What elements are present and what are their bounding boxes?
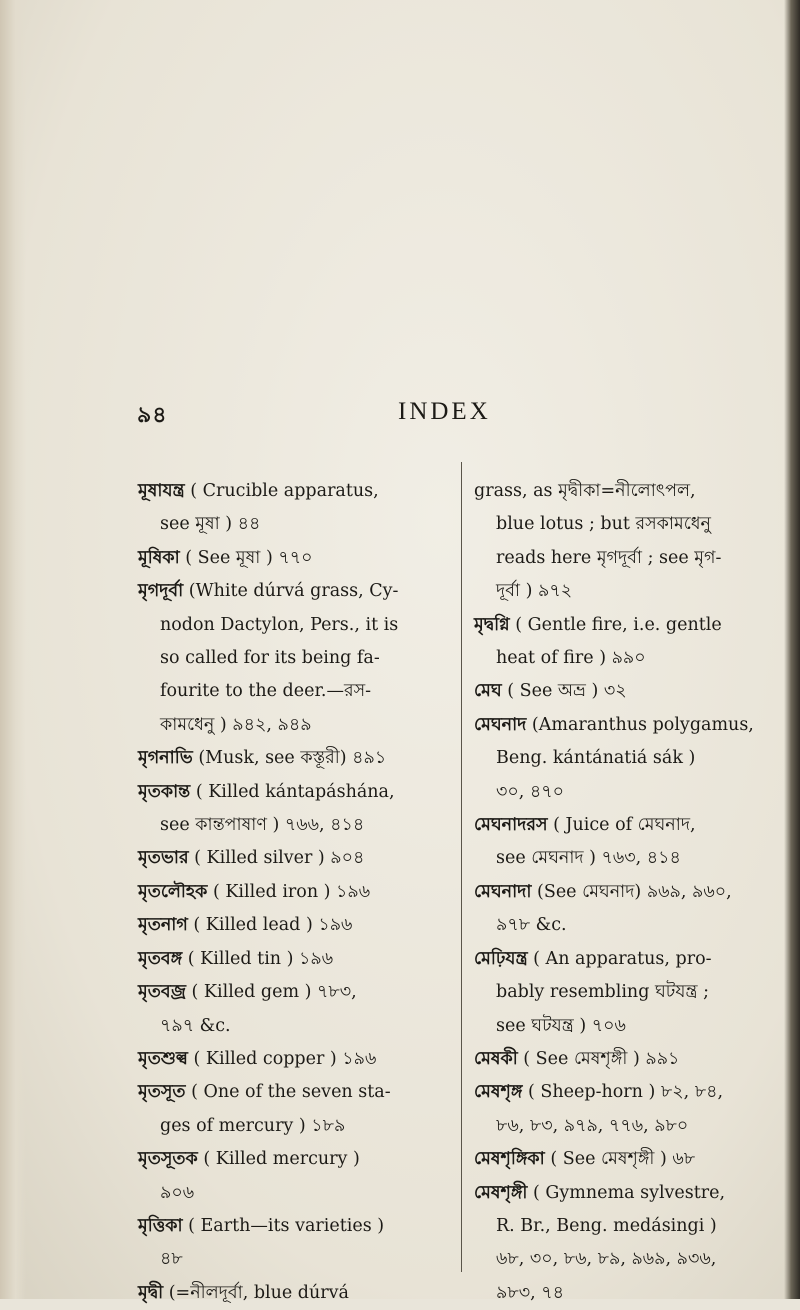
entry-line: ( Killed iron ) ১৯৬ <box>212 881 371 902</box>
index-column-right <box>474 475 779 1310</box>
entry-line: see কান্তপাষাণ ) ৭৬৬, ৪১৪ <box>160 815 365 836</box>
entry-line: fourite to the deer.—রস- <box>160 681 372 702</box>
index-entry <box>138 876 443 909</box>
entry-line: ( Juice of মেঘনাদ, <box>553 815 696 836</box>
entry-line: ( Killed copper ) ১৯৬ <box>193 1048 377 1069</box>
entry-line: ( One of the seven sta- <box>191 1082 391 1103</box>
entry-line: ( Killed tin ) ১৯৬ <box>187 948 334 969</box>
entry-line: ৯০৬ <box>160 1182 195 1203</box>
page-header <box>0 398 800 438</box>
entry-headword: মৃতকান্ত <box>138 781 191 802</box>
index-entry <box>138 1076 443 1143</box>
entry-line: ( Crucible apparatus, <box>190 481 379 501</box>
entry-line: ৮৬, ৮৩, ৯৭৯, ৭৭৬, ৯৮০ <box>496 1115 689 1136</box>
index-entry <box>474 1177 779 1310</box>
index-entry <box>474 1043 779 1076</box>
entry-headword: মেষশৃঙ্গী <box>474 1182 528 1203</box>
index-entry <box>138 1210 443 1277</box>
entry-line: (See মেঘনাদ) ৯৬৯, ৯৬০, <box>537 881 732 902</box>
entry-headword: মৃগদূর্বা <box>138 581 184 602</box>
entry-headword: মূষিকা <box>138 547 180 568</box>
entry-line: ( An apparatus, pro- <box>533 948 712 969</box>
index-entry <box>138 1277 443 1310</box>
page-binding-shadow <box>0 0 26 1299</box>
index-entry <box>474 609 779 676</box>
index-entry <box>138 742 443 775</box>
entry-line: ৩০, ৪৭০ <box>496 781 564 802</box>
index-entry <box>474 809 779 876</box>
entry-line: grass, as মৃদ্বীকা=নীলোৎপল, <box>474 481 696 501</box>
entry-headword: মেষশৃঙ্গিকা <box>474 1149 545 1170</box>
index-entry <box>474 709 779 809</box>
index-column-left <box>138 475 443 1310</box>
entry-headword: মেষশৃঙ্গ <box>474 1082 523 1103</box>
entry-line: ( Killed gem ) ৭৮৩, <box>191 982 357 1003</box>
entry-line: ( Sheep-horn ) ৮২, ৮৪, <box>528 1082 724 1103</box>
entry-line: see ঘটযন্ত্র ) ৭০৬ <box>496 1015 626 1036</box>
index-entry <box>138 575 443 742</box>
entry-headword: মৃতলৌহক <box>138 881 208 902</box>
entry-line: ( Killed lead ) ১৯৬ <box>193 915 353 936</box>
entry-headword: মৃত্তিকা <box>138 1215 183 1236</box>
entry-headword: মৃদ্বী <box>138 1282 164 1303</box>
index-entry <box>474 943 779 1043</box>
entry-line: ৯৮৩, ৭৪ <box>496 1282 564 1303</box>
entry-line: ৯৭৮ &c. <box>496 915 567 936</box>
entry-headword: মৃতবঙ্গ <box>138 948 183 969</box>
entry-line: ( See মেষশৃঙ্গী ) ৬৮ <box>550 1149 696 1170</box>
index-entry <box>138 842 443 875</box>
entry-headword: মেষকী <box>474 1048 518 1069</box>
column-divider <box>461 462 462 1272</box>
entry-line: ( Gentle fire, i.e. gentle <box>515 614 722 635</box>
entry-line: ( Gymnema sylvestre, <box>533 1182 726 1203</box>
entry-line: ( Killed kántapáshána, <box>195 781 395 802</box>
entry-line: heat of fire ) ৯৯০ <box>496 648 646 669</box>
entry-line: (White dúrvá grass, Cy- <box>188 581 399 602</box>
entry-headword: মূষাযন্ত্র <box>138 481 185 501</box>
entry-line: Beng. kántánatiá sák ) <box>496 748 696 769</box>
entry-line: reads here মৃগদূর্বা ; see মৃগ- <box>496 547 722 568</box>
index-entry <box>474 876 779 943</box>
entry-line: see মূষা ) ৪৪ <box>160 514 261 535</box>
index-entry <box>138 776 443 843</box>
entry-line: see মেঘনাদ ) ৭৬৩, ৪১৪ <box>496 848 681 869</box>
entry-line: ৭৯৭ &c. <box>160 1015 231 1036</box>
entry-headword: মৃতবজ্র <box>138 982 186 1003</box>
index-entry <box>474 675 779 708</box>
entry-headword: মৃতসূতক <box>138 1149 198 1170</box>
index-entry <box>138 475 443 542</box>
entry-headword: মৃদ্বগ্নি <box>474 614 510 635</box>
entry-line: ges of mercury ) ১৮৯ <box>160 1115 346 1136</box>
index-entry <box>138 909 443 942</box>
entry-headword: মেঘ <box>474 681 502 702</box>
index-entry <box>138 976 443 1043</box>
entry-headword: মেঢ়িযন্ত্র <box>474 948 528 969</box>
entry-line: ৪৮ <box>160 1249 183 1270</box>
entry-line: ( Killed silver ) ৯০৪ <box>194 848 365 869</box>
entry-line: ( See অভ্র ) ৩২ <box>507 681 627 702</box>
index-entry <box>474 1076 779 1143</box>
page-number: ৯৪ <box>137 402 168 428</box>
entry-headword: মৃগনাভি <box>138 748 193 769</box>
entry-line: blue lotus ; but রসকামধেনু <box>496 514 712 535</box>
entry-headword: মৃতনাগ <box>138 915 188 936</box>
entry-headword: মৃতসূত <box>138 1082 186 1103</box>
entry-line: R. Br., Beng. medásingi ) <box>496 1215 717 1236</box>
index-entry <box>474 1143 779 1176</box>
entry-headword: মেঘনাদ <box>474 714 527 735</box>
entry-line: ( See মেষশৃঙ্গী ) ৯৯১ <box>523 1048 680 1069</box>
entry-headword: মেঘনাদরস <box>474 815 548 836</box>
entry-line: nodon Dactylon, Pers., it is <box>160 614 399 635</box>
index-entry <box>138 943 443 976</box>
page-edge-shadow <box>784 0 800 1299</box>
entry-line: (Amaranthus polygamus, <box>531 714 754 735</box>
entry-line: ( See মূষা ) ৭৭০ <box>185 547 313 568</box>
entry-line: (Musk, see কস্তূরী) ৪৯১ <box>198 748 387 769</box>
index-entry <box>474 475 779 609</box>
entry-line: so called for its being fa- <box>160 648 380 669</box>
entry-line: ( Earth—its varieties ) <box>188 1215 385 1236</box>
entry-line: (=নীলদূর্বা, blue dúrvá <box>168 1282 349 1303</box>
index-entry <box>138 542 443 575</box>
entry-line: কামধেনু ) ৯৪২, ৯৪৯ <box>160 714 312 735</box>
entry-line: দূর্বা ) ৯৭২ <box>496 581 573 602</box>
index-entry <box>138 1043 443 1076</box>
entry-headword: মৃতশুল্ব <box>138 1048 188 1069</box>
entry-line: ৬৮, ৩০, ৮৬, ৮৯, ৯৬৯, ৯৩৬, <box>496 1249 717 1270</box>
running-head: INDEX <box>398 398 491 425</box>
index-entry <box>138 1143 443 1210</box>
entry-headword: মৃতভার <box>138 848 189 869</box>
entry-line: bably resembling ঘটযন্ত্র ; <box>496 982 710 1003</box>
entry-headword: মেঘনাদা <box>474 881 532 902</box>
entry-line: ( Killed mercury ) <box>203 1149 360 1170</box>
